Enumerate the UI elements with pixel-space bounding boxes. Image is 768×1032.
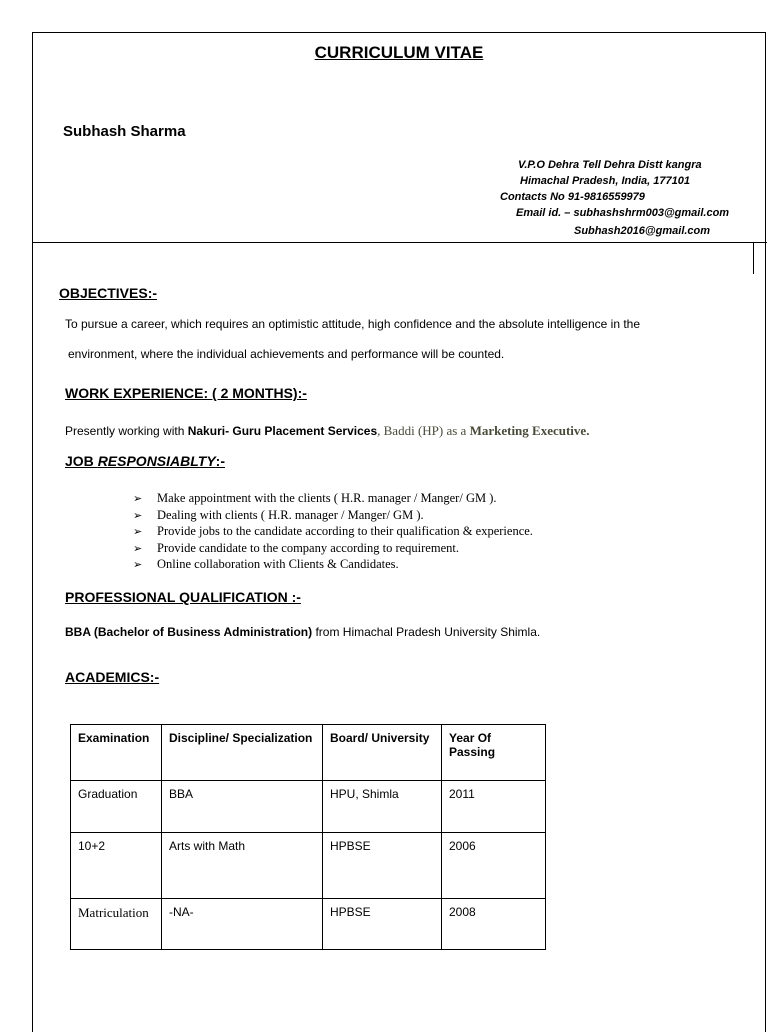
job-role: Marketing Executive. xyxy=(469,423,590,438)
candidate-name: Subhash Sharma xyxy=(63,123,186,140)
table-cell: 10+2 xyxy=(71,833,162,899)
table-row xyxy=(71,899,546,950)
table-cell: HPBSE xyxy=(323,833,442,899)
table-row xyxy=(71,833,546,899)
degree-university: from Himachal Pradesh University Shimla. xyxy=(312,625,541,639)
responsibility-list xyxy=(133,490,533,573)
email-secondary: Subhash2016@gmail.com xyxy=(574,225,711,237)
list-item xyxy=(133,556,533,573)
job-heading-prefix: JOB xyxy=(65,453,98,469)
header-discipline: Discipline/ Specialization xyxy=(162,725,323,781)
job-heading-em: RESPONSIABLTY xyxy=(97,453,216,469)
table-cell: BBA xyxy=(162,781,323,833)
work-location: , Baddi (HP) as a xyxy=(377,423,470,438)
address-line-2: Himachal Pradesh, India, 177101 xyxy=(520,175,690,187)
list-item-text: Make appointment with the clients ( H.R. manager / Manger/ GM ). xyxy=(157,491,497,505)
list-item xyxy=(133,540,533,557)
table-header-row xyxy=(71,725,546,781)
email-primary: Email id. – subhashshrm003@gmail.com xyxy=(516,207,730,219)
list-item-text: Online collaboration with Clients & Candidates. xyxy=(157,557,399,571)
header-year: Year Of Passing xyxy=(442,725,546,781)
list-item-text: Provide candidate to the company according to requirement. xyxy=(157,540,459,555)
arrow-bullet-icon: ➢ xyxy=(133,559,143,571)
header-examination: Examination xyxy=(71,725,162,781)
list-item-text: Provide jobs to the candidate according to their qualification & experience. xyxy=(157,524,533,538)
header-board: Board/ University xyxy=(323,725,442,781)
academics-table xyxy=(70,724,546,950)
job-heading-suffix: :- xyxy=(215,453,225,469)
objectives-line-2: environment, where the individual achievements and performance will be counted. xyxy=(68,347,505,361)
list-item xyxy=(133,490,533,507)
list-item xyxy=(133,523,533,540)
header-divider-tick xyxy=(753,242,754,274)
work-experience-text xyxy=(65,423,589,439)
table-cell: HPU, Shimla xyxy=(323,781,442,833)
header-divider xyxy=(33,242,767,243)
objectives-heading: OBJECTIVES:- xyxy=(59,285,158,301)
job-responsibility-heading xyxy=(65,453,225,469)
table-cell: 2008 xyxy=(442,899,546,950)
arrow-bullet-icon: ➢ xyxy=(133,542,143,555)
academics-heading: ACADEMICS:- xyxy=(65,669,160,685)
table-cell: Graduation xyxy=(71,781,162,833)
professional-qualification-heading: PROFESSIONAL QUALIFICATION :- xyxy=(65,589,301,605)
contact-number: Contacts No 91-9816559979 xyxy=(500,191,645,203)
arrow-bullet-icon: ➢ xyxy=(133,493,143,505)
list-item xyxy=(133,507,533,524)
degree-name: BBA (Bachelor of Business Administration) xyxy=(65,625,313,639)
table-cell: Matriculation xyxy=(71,899,162,950)
table-cell: 2011 xyxy=(442,781,546,833)
professional-qualification-text xyxy=(65,625,540,639)
table-cell: 2006 xyxy=(442,833,546,899)
table-row xyxy=(71,781,546,833)
table-cell: HPBSE xyxy=(323,899,442,950)
resume-page xyxy=(32,32,766,1032)
document-title: CURRICULUM VITAE xyxy=(314,43,484,62)
address-line-1: V.P.O Dehra Tell Dehra Distt kangra xyxy=(518,159,702,171)
arrow-bullet-icon: ➢ xyxy=(133,509,143,522)
list-item-text: Dealing with clients ( H.R. manager / Manger/ GM ). xyxy=(157,507,424,522)
work-experience-heading: WORK EXPERIENCE: ( 2 MONTHS):- xyxy=(65,385,307,401)
work-prefix: Presently working with xyxy=(65,424,188,438)
table-cell: -NA- xyxy=(162,899,323,950)
objectives-line-1: To pursue a career, which requires an optimistic attitude, high confidence and the absolute intelligence in the xyxy=(65,317,641,331)
arrow-bullet-icon: ➢ xyxy=(133,526,143,538)
company-name: Nakuri- Guru Placement Services xyxy=(187,424,378,438)
table-cell: Arts with Math xyxy=(162,833,323,899)
